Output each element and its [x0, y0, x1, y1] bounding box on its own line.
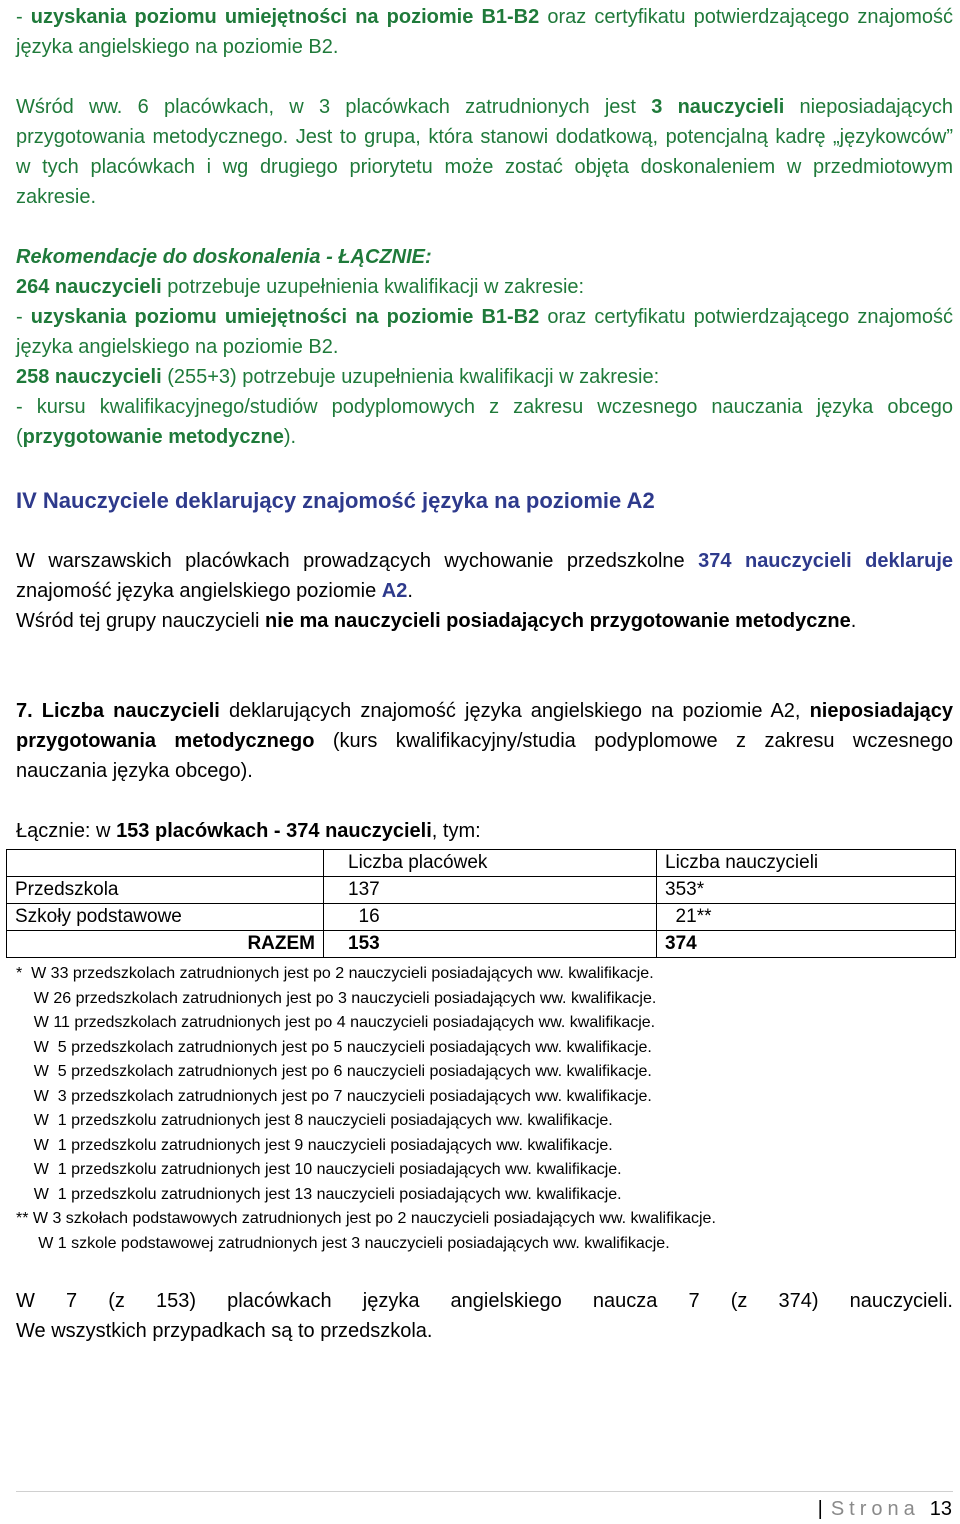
section-iv-paragraph-2: Wśród tej grupy nauczycieli nie ma nauczycieli posiadających przygotowanie metodyczne.: [16, 610, 857, 632]
footnote-line: ** W 3 szkołach podstawowych zatrudnionych jest po 2 nauczycieli posiadających ww. kwalifikacje.: [16, 1210, 716, 1227]
page-footer: [818, 1496, 952, 1522]
point-number: 7.: [16, 700, 33, 722]
page-number: 13: [929, 1498, 952, 1520]
footnote-line: W 1 przedszkolu zatrudnionych jest 10 nauczycieli posiadających ww. kwalifikacje.: [16, 1161, 622, 1178]
footer-rule: [16, 1491, 953, 1492]
table-cell: 353*: [657, 877, 956, 904]
summary-line: Łącznie: w 153 placówkach - 374 nauczycieli, tym:: [16, 820, 481, 842]
table-cell: 21**: [657, 904, 956, 931]
teacher-count-264: 264 nauczycieli: [16, 276, 162, 298]
certificate-text: oraz certyfikatu potwierdzającego znajomość języka angielskiego na poziomie B2.: [16, 6, 953, 58]
footer-label: Strona: [830, 1498, 920, 1520]
table-header-row: [7, 850, 956, 877]
table-cell: 137: [324, 877, 657, 904]
table-row: [7, 877, 956, 904]
three-teachers-count: 3 nauczycieli: [651, 96, 785, 118]
methodical-preparation: przygotowanie metodyczne: [22, 426, 284, 448]
teacher-count-258: 258 nauczycieli: [16, 366, 162, 388]
group-description: Jest to grupa, która stanowi dodatkową, potencjalną kadrę „językowców” w tych placówkach i wg drugiego priorytetu może zostać objęta doskonaleniem w przedmiotowym zakresie.: [16, 126, 953, 208]
footnote-line: W 5 przedszkolach zatrudnionych jest po 5 nauczycieli posiadających ww. kwalifikacje.: [16, 1038, 652, 1056]
footnote-line: W 1 szkole podstawowej zatrudnionych jest 3 nauczycieli posiadających ww. kwalifikacje.: [16, 1234, 670, 1252]
table-cell: Przedszkola: [7, 877, 324, 904]
table-cell: RAZEM: [7, 931, 324, 958]
level-a2: A2: [381, 580, 408, 602]
table-header-cell: Liczba nauczycieli: [657, 850, 956, 877]
footnote-line: W 11 przedszkolach zatrudnionych jest po 4 nauczycieli posiadających ww. kwalifikacje.: [16, 1014, 656, 1031]
closing-line-1: W 7 (z 153) placówkach języka angielskiego naucza 7 (z 374) nauczycieli.: [16, 1290, 953, 1312]
point-7-paragraph: 7. Liczba nauczycieli deklarujących znajomość języka angielskiego na poziomie A2, nieposiadający przygotowania metodycznego (kurs kwalifikacyjny/studia podyplomowe z zakresu wczesnego nauczania języka obcego).: [16, 700, 953, 782]
recommendations-heading: Rekomendacje do doskonalenia - ŁĄCZNIE:: [16, 246, 432, 268]
table-cell: Szkoły podstawowe: [7, 904, 324, 931]
closing-line-2: We wszystkich przypadkach są to przedszkola.: [16, 1320, 433, 1342]
footer-separator: |: [817, 1498, 823, 1520]
footnote-line: W 26 przedszkolach zatrudnionych jest po 3 nauczycieli posiadających ww. kwalifikacje.: [16, 989, 657, 1007]
paragraph-b1-b2-requirement: [16, 2, 953, 62]
table-cell: 374: [657, 931, 956, 958]
footnote-line: W 5 przedszkolach zatrudnionych jest po 6 nauczycieli posiadających ww. kwalifikacje.: [16, 1063, 652, 1080]
rec-course-line: - kursu kwalifikacyjnego/studiów podyplomowych z zakresu wczesnego nauczania języka obcego (przygotowanie metodyczne).: [16, 396, 953, 448]
table-row: [7, 904, 956, 931]
summary-totals: 153 placówkach - 374 nauczycieli: [116, 820, 432, 842]
table-total-row: [7, 931, 956, 958]
section-iv-heading: IV Nauczyciele deklarujący znajomość języka na poziomie A2: [16, 488, 655, 513]
table-header-cell: Liczba placówek: [324, 850, 657, 877]
rec-258-line: 258 nauczycieli (255+3) potrzebuje uzupełnienia kwalifikacji w zakresie:: [16, 366, 660, 388]
section-iv-paragraph: W warszawskich placówkach prowadzących wychowanie przedszkolne 374 nauczycieli deklaruje znajomość języka angielskiego poziomie A2.: [16, 550, 953, 602]
rec-264-line: 264 nauczycieli potrzebuje uzupełnienia kwalifikacji w zakresie:: [16, 276, 585, 298]
institutions-table: [6, 849, 956, 958]
footnote-line: W 1 przedszkolu zatrudnionych jest 8 nauczycieli posiadających ww. kwalifikacje.: [16, 1112, 613, 1129]
footnote-line: * W 33 przedszkolach zatrudnionych jest po 2 nauczycieli posiadających ww. kwalifikacje.: [16, 965, 654, 982]
b1-b2-phrase: uzyskania poziomu umiejętności na poziomie B1-B2: [30, 6, 540, 28]
rec-b1-b2-line: - uzyskania poziomu umiejętności na poziomie B1-B2 oraz certyfikatu potwierdzającego znajomość języka angielskiego na poziomie B2.: [16, 306, 953, 358]
paragraph-six-institutions: Wśród ww. 6 placówkach, w 3 placówkach zatrudnionych jest 3 nauczycieli nieposiadających przygotowania metodycznego. Jest to grupa, która stanowi dodatkową, potencjalną kadrę „językowców” w tych placówkach i wg drugiego priorytetu może zostać objęta doskonaleniem w przedmiotowym zakresie.: [16, 96, 953, 208]
teacher-count-374: 374 nauczycieli: [698, 550, 852, 572]
footnote-line: W 1 przedszkolu zatrudnionych jest 9 nauczycieli posiadających ww. kwalifikacje.: [16, 1136, 613, 1154]
table-header-cell: [7, 850, 324, 877]
table-cell: 153: [324, 931, 657, 958]
footnote-line: W 3 przedszkolach zatrudnionych jest po 7 nauczycieli posiadających ww. kwalifikacje.: [16, 1087, 652, 1105]
footnote-line: W 1 przedszkolu zatrudnionych jest 13 nauczycieli posiadających ww. kwalifikacje.: [16, 1185, 622, 1203]
dash: -: [16, 6, 31, 28]
table-cell: 16: [324, 904, 657, 931]
